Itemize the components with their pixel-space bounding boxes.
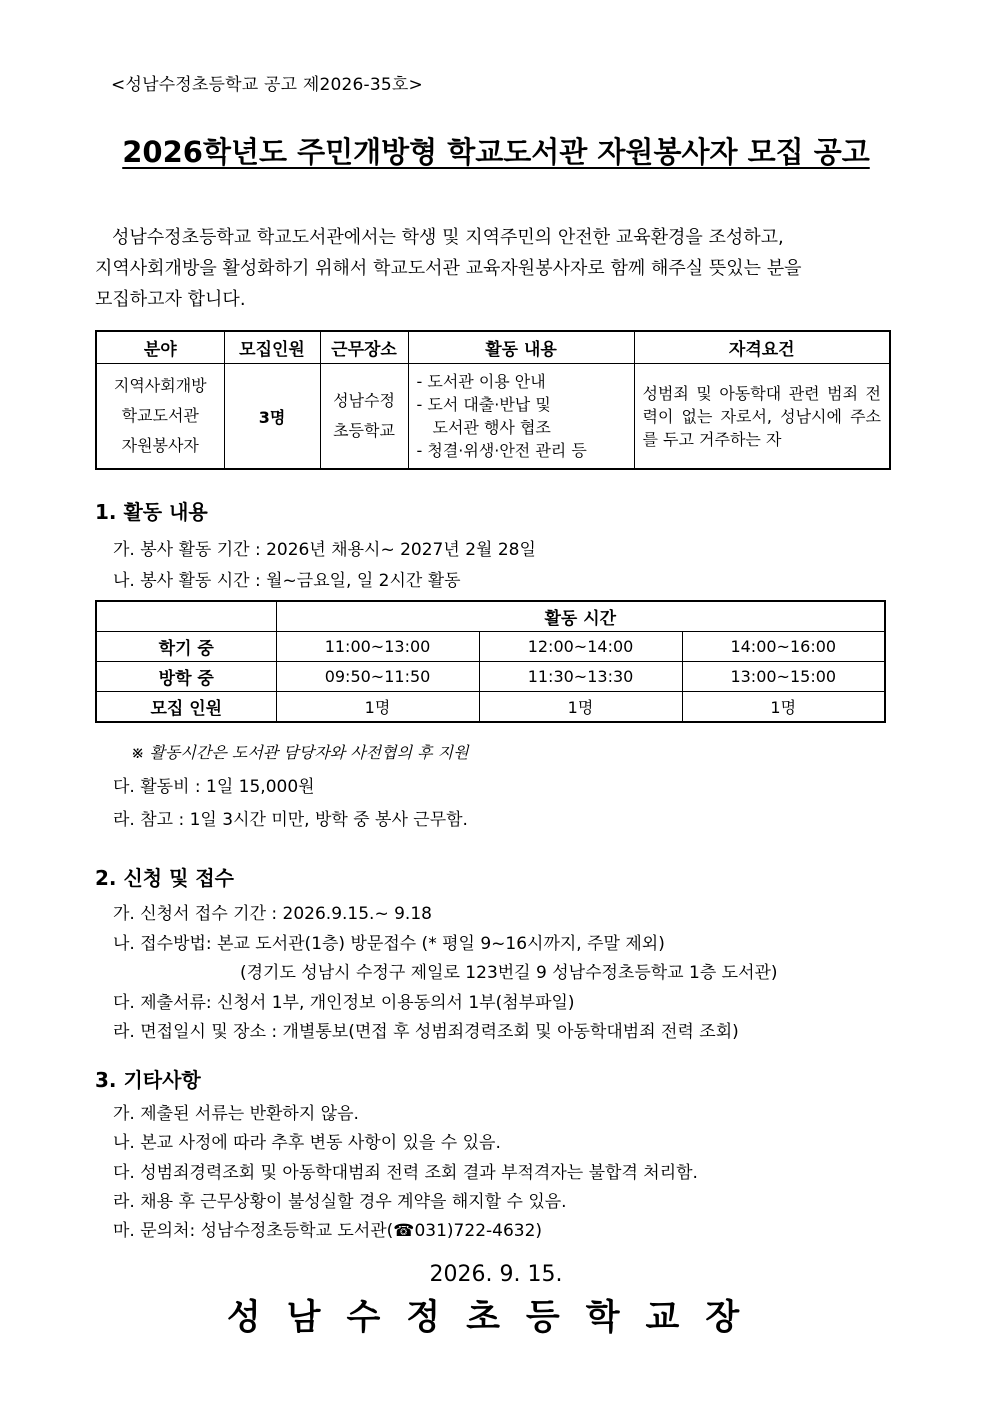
area-line: 자원봉사자	[121, 436, 199, 455]
header-place: 근무장소	[320, 331, 408, 364]
time-cell: 12:00~14:00	[479, 632, 682, 662]
count-cell: 1명	[276, 692, 479, 723]
section-3-item-na: 나. 본교 사정에 따라 추후 변동 사항이 있을 수 있음.	[113, 1133, 501, 1153]
place-line: 초등학교	[333, 421, 395, 440]
section-1-item-da: 다. 활동비 : 1일 15,000원	[113, 777, 315, 797]
section-2-heading: 2. 신청 및 접수	[95, 866, 235, 890]
time-cell: 11:00~13:00	[276, 632, 479, 662]
cell-qualification: 성범죄 및 아동학대 관련 범죄 전력이 없는 자로서, 성남시에 주소를 두고 거주하는 자	[634, 364, 890, 470]
intro-line-3: 모집하고자 합니다.	[95, 289, 246, 310]
schedule-table	[95, 600, 886, 723]
area-line: 학교도서관	[121, 406, 199, 425]
section-1-heading: 1. 활동 내용	[95, 500, 208, 524]
header-activities: 활동 내용	[408, 331, 634, 364]
summary-header-row	[96, 331, 890, 364]
time-cell: 09:50~11:50	[276, 662, 479, 692]
place-line: 성남수정	[333, 391, 395, 410]
section-3-item-ma: 마. 문의처: 성남수정초등학교 도서관(☎031)722-4632)	[113, 1221, 543, 1241]
schedule-row-vacation	[96, 662, 885, 692]
time-cell: 14:00~16:00	[682, 632, 885, 662]
section-2-item-na: 나. 접수방법: 본교 도서관(1층) 방문접수 (* 평일 9~16시까지, 주말 제외)	[113, 934, 665, 954]
count-cell: 1명	[682, 692, 885, 723]
cell-area	[96, 364, 224, 470]
summary-data-row	[96, 364, 890, 470]
row-label: 학기 중	[96, 632, 276, 662]
header-area: 분야	[96, 331, 224, 364]
area-line: 지역사회개방	[113, 376, 207, 395]
section-1-item-na: 나. 봉사 활동 시간 : 월~금요일, 일 2시간 활동	[113, 571, 461, 591]
document-number: <성남수정초등학교 공고 제2026-35호>	[111, 75, 423, 95]
section-3-item-ra: 라. 채용 후 근무상황이 불성실할 경우 계약을 해지할 수 있음.	[113, 1192, 567, 1212]
activity-line: - 도서관 이용 안내	[416, 372, 546, 391]
section-3-item-ga: 가. 제출된 서류는 반환하지 않음.	[113, 1104, 359, 1124]
schedule-row-semester	[96, 632, 885, 662]
row-label: 모집 인원	[96, 692, 276, 723]
section-1-item-ga: 가. 봉사 활동 기간 : 2026년 채용시~ 2027년 2월 28일	[113, 540, 536, 560]
section-2-item-ga: 가. 신청서 접수 기간 : 2026.9.15.~ 9.18	[113, 904, 432, 924]
page-title	[0, 130, 992, 171]
schedule-row-count	[96, 692, 885, 723]
cell-place	[320, 364, 408, 470]
summary-table	[95, 330, 891, 470]
section-2-item-ra: 라. 면접일시 및 장소 : 개별통보(면접 후 성범죄경력조회 및 아동학대범죄 전력 조회)	[113, 1022, 739, 1042]
schedule-note: ※ 활동시간은 도서관 담당자와 사전협의 후 지원	[131, 743, 469, 762]
schedule-corner	[96, 601, 276, 632]
row-label: 방학 중	[96, 662, 276, 692]
section-1-item-ra: 라. 참고 : 1일 3시간 미만, 방학 중 봉사 근무함.	[113, 810, 468, 830]
intro-line-2: 지역사회개방을 활성화하기 위해서 학교도서관 교육자원봉사자로 함께 해주실 뜻있는 분을	[95, 258, 802, 279]
time-cell: 11:30~13:30	[479, 662, 682, 692]
cell-count: 3명	[224, 364, 320, 470]
activity-line: - 청결·위생·안전 관리 등	[416, 441, 587, 460]
activity-line: - 도서 대출·반납 및	[416, 395, 551, 414]
header-count: 모집인원	[224, 331, 320, 364]
section-2-address: (경기도 성남시 수정구 제일로 123번길 9 성남수정초등학교 1층 도서관)	[240, 963, 778, 983]
activity-line: 도서관 행사 협조	[432, 418, 551, 437]
intro-line-1: 성남수정초등학교 학교도서관에서는 학생 및 지역주민의 안전한 교육환경을 조성하고,	[112, 227, 784, 248]
section-3-item-da: 다. 성범죄경력조회 및 아동학대범죄 전력 조회 결과 부적격자는 불합격 처리함.	[113, 1163, 698, 1183]
schedule-header: 활동 시간	[276, 601, 885, 632]
signature: 성남수정초등학교장	[226, 1298, 766, 1338]
cell-activities	[408, 364, 634, 470]
section-3-heading: 3. 기타사항	[95, 1068, 201, 1092]
schedule-header-row	[96, 601, 885, 632]
count-cell: 1명	[479, 692, 682, 723]
section-2-item-da: 다. 제출서류: 신청서 1부, 개인정보 이용동의서 1부(첨부파일)	[113, 993, 575, 1013]
intro-paragraph	[95, 222, 900, 315]
notice-date: 2026. 9. 15.	[429, 1262, 563, 1287]
page-title-text: 2026학년도 주민개방형 학교도서관 자원봉사자 모집 공고	[122, 135, 870, 169]
header-qualification: 자격요건	[634, 331, 890, 364]
time-cell: 13:00~15:00	[682, 662, 885, 692]
